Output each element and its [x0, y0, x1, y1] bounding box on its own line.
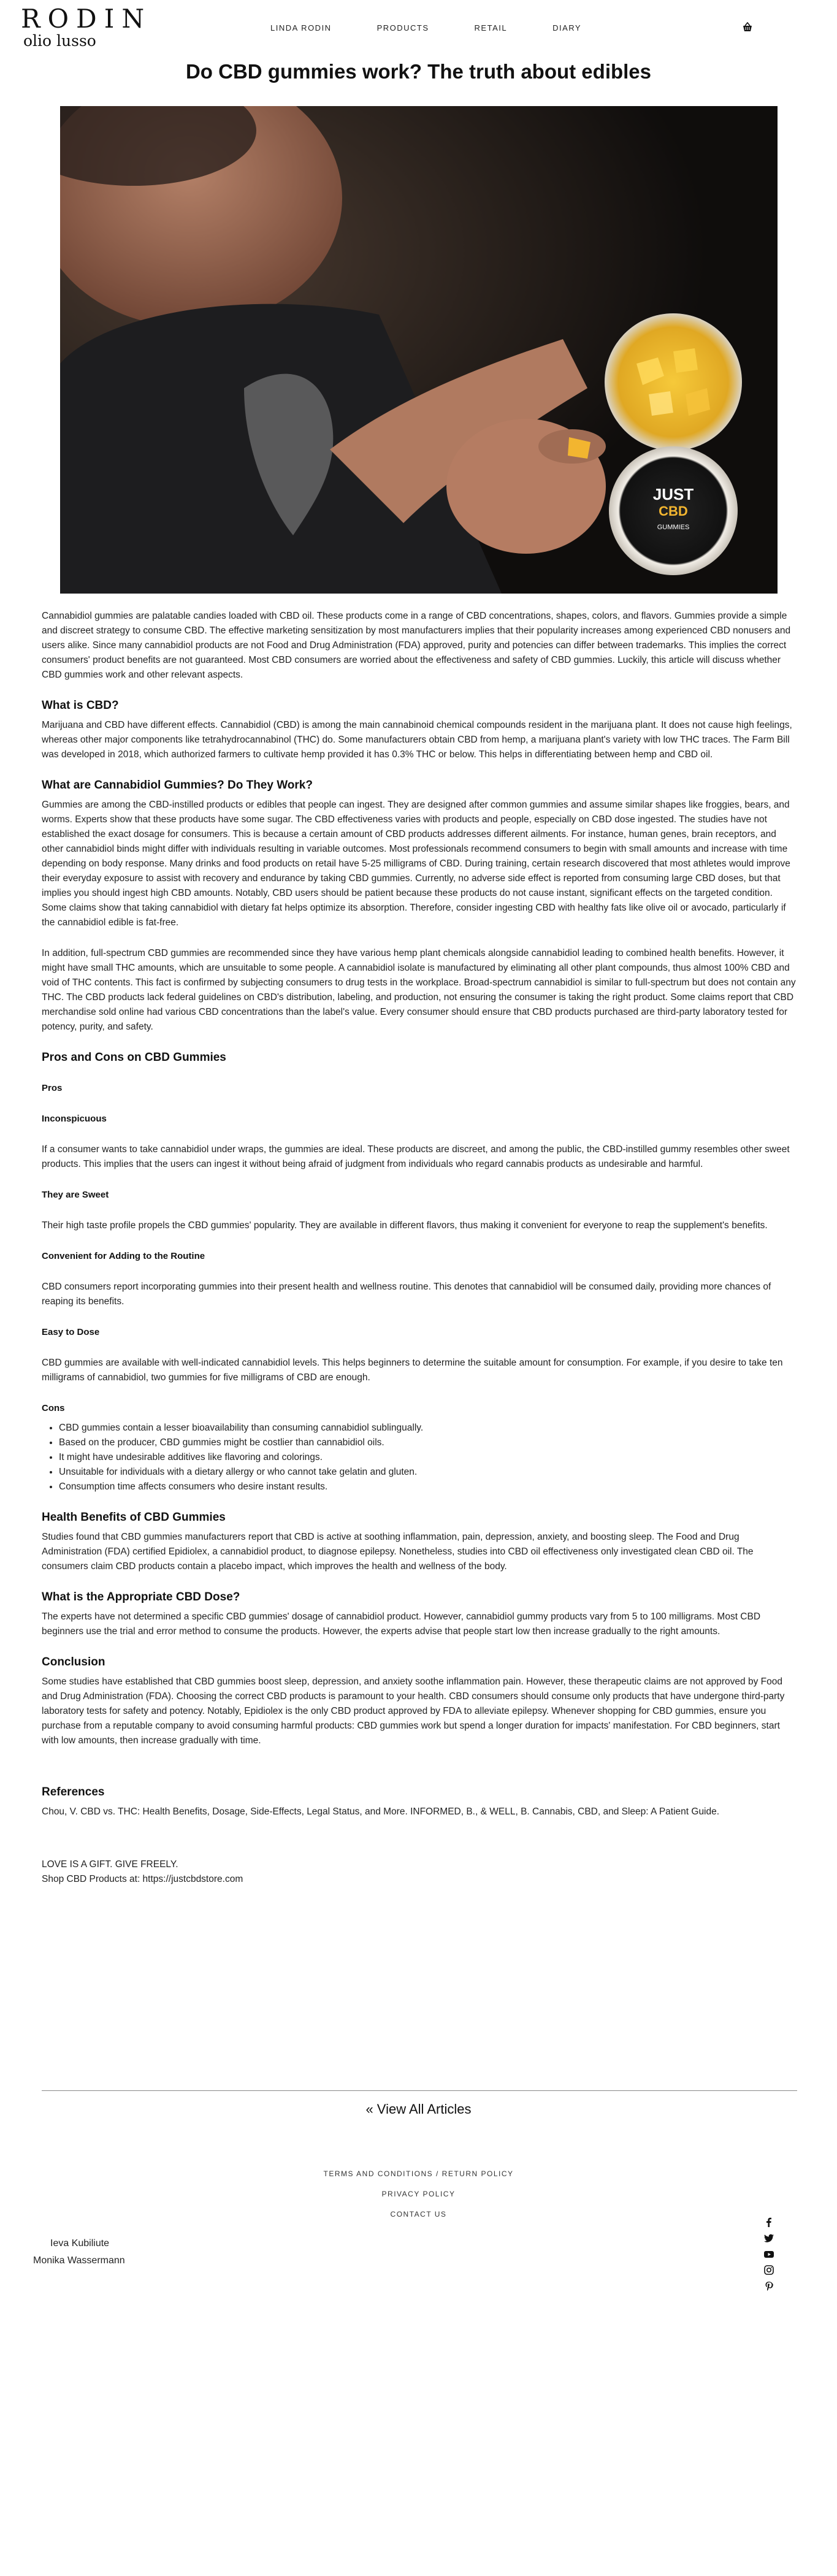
- heading-dose: What is the Appropriate CBD Dose?: [42, 1591, 240, 1603]
- nav-item-products[interactable]: PRODUCTS: [376, 23, 429, 32]
- social-links: [764, 2217, 776, 2297]
- pinterest-icon[interactable]: [764, 2281, 775, 2297]
- site-header: [0, 0, 837, 55]
- dose-paragraph: The experts have not determined a specific CBD gummies' dosage of cannabidiol product. However, cannabidiol gummy products vary from 5 to 100 milligrams. Most CBD beginners use the trial and error method to consume the products. However, the experts advise that people start low then increase gradually to the right amounts.: [42, 1611, 761, 1637]
- pro-body-sweet: Their high taste profile propels the CBD gummies' popularity. They are available in different flavors, thus making it convenient for everyone to reap the supplement's benefits.: [42, 1220, 768, 1231]
- signoff-line-2: Shop CBD Products at: https://justcbdstore.com: [42, 1874, 243, 1884]
- youtube-icon[interactable]: [764, 2249, 775, 2265]
- list-item: • CBD gummies contain a lesser bioavailability than consuming cannabidiol sublingually.: [59, 1421, 797, 1435]
- footer-authors: [33, 2235, 125, 2269]
- intro-paragraph: Cannabidiol gummies are palatable candies loaded with CBD oil. These products come in a range of CBD concentrations, shapes, colors, and flavors. Gummies provide a simple and discreet strategy to consume CBD. The effective marketing sensitization by most manufacturers implies that their popularity increases among experienced CBD nonusers and users alike. Since many cannabidiol products are not Food and Drug Administration (FDA) approved, purity and potencies can differ between trademarks. This implies the correct consumers' product benefits are not guaranteed. Most CBD consumers are worried about the effectiveness and safety of CBD gummies. Luckily, this article will discuss whether CBD gummies work and other relevant aspects.: [42, 611, 791, 680]
- conclusion-paragraph: Some studies have established that CBD gummies boost sleep, depression, and anxiety soothe inflammation pain. However, these therapeutic claims are not approved by Food and Drug Administration (FDA). Choosing the correct CBD products is paramount to your health. CBD consumers should consume only products that have undergone third-party laboratory tests for safety and potency. Notably, Epidiolex is the only CBD product approved by FDA to alleviate epilepsy. Whenever shopping for CBD gummies, ensure you purchase from a reputable company to avoid consuming harmful products: CBD gummies work but spend a longer duration for impacts' manifestation. For CBD beginners, start with low amounts, then increase gradually with time.: [42, 1676, 785, 1746]
- cons-label: Cons: [42, 1403, 65, 1413]
- pro-title-sweet: They are Sweet: [42, 1190, 109, 1200]
- list-item: • Unsuitable for individuals with a dietary allergy or who cannot take gelatin and gluten.: [59, 1465, 797, 1480]
- signoff-line-1: LOVE IS A GIFT. GIVE FREELY.: [42, 1859, 178, 1870]
- footer-link-privacy[interactable]: PRIVACY POLICY: [381, 2190, 456, 2198]
- facebook-icon[interactable]: [764, 2217, 775, 2233]
- heading-pros-cons: Pros and Cons on CBD Gummies: [42, 1051, 226, 1064]
- heading-what-is-cbd: What is CBD?: [42, 699, 119, 712]
- logo-main-text: RODIN: [21, 4, 152, 34]
- list-item: • It might have undesirable additives like flavoring and colorings.: [59, 1450, 797, 1465]
- back-arrow-icon: «: [365, 2101, 373, 2117]
- nav-item-diary[interactable]: DIARY: [552, 23, 582, 32]
- footer-links: [0, 2169, 837, 2230]
- pro-title-inconspicuous: Inconspicuous: [42, 1114, 107, 1124]
- nav-item-retail[interactable]: RETAIL: [474, 23, 508, 32]
- page-title: Do CBD gummies work? The truth about edibles: [185, 60, 652, 83]
- author-name: Monika Wassermann: [33, 2255, 125, 2266]
- instagram-icon[interactable]: [764, 2265, 775, 2281]
- pro-title-easy-dose: Easy to Dose: [42, 1327, 100, 1337]
- author-name: Ieva Kubiliute: [50, 2238, 110, 2249]
- pro-body-routine: CBD consumers report incorporating gummies into their present health and wellness routine. This denotes that cannabidiol will be consumed daily, providing more chances of reaping its benefits.: [42, 1282, 771, 1307]
- brand-logo[interactable]: [21, 5, 151, 49]
- gummies-paragraph-2: In addition, full-spectrum CBD gummies are recommended since they have various hemp plant chemicals alongside cannabidiol leading to combined health benefits. However, it might have small THC amounts, which are unsuitable to some people. A cannabidiol isolate is manufactured by eliminating all other plant compounds, thus almost 100% CBD and void of THC contents. This fact is confirmed by subjecting consumers to drug tests in the workplace. Broad-spectrum cannabidiol is similar to full-spectrum but does not contain any THC. The CBD products lack federal guidelines on CBD's distribution, labeling, and production, not ensuring the consumer is taking the right product. Some claims report that CBD merchandise sold online had various CBD concentrations than the label's value. Every consumer should ensure that CBD products purchased are third-party laboratory tested for potency, purity, and safety.: [42, 948, 796, 1032]
- jar-label-top: JUST: [652, 485, 694, 503]
- pro-title-routine: Convenient for Adding to the Routine: [42, 1251, 205, 1261]
- cons-list: [42, 1421, 797, 1494]
- references-paragraph: Chou, V. CBD vs. THC: Health Benefits, Dosage, Side-Effects, Legal Status, and More. INFORMED, B., & WELL, B. Cannabis, CBD, and Sleep: A Patient Guide.: [42, 1806, 720, 1817]
- footer-link-contact[interactable]: CONTACT US: [390, 2210, 447, 2219]
- list-item: • Based on the producer, CBD gummies might be costlier than cannabidiol oils.: [59, 1435, 797, 1450]
- what-is-cbd-paragraph: Marijuana and CBD have different effects. Cannabidiol (CBD) is among the main cannabinoid chemical compounds resident in the marijuana plant. It does not cause high feelings, whereas other major components like tetrahydrocannabinol (THC) do. Some manufacturers obtain CBD from hemp, a marijuana plant's variety with low THC traces. The Farm Bill was developed in 2018, which authorized farmers to cultivate hemp provided it has 0.3% THC or below. This helps in differentiating between hemp and CBD oil.: [42, 720, 792, 760]
- heading-benefits: Health Benefits of CBD Gummies: [42, 1511, 226, 1524]
- jar-label-sub: GUMMIES: [657, 524, 690, 531]
- gummies-paragraph-1: Gummies are among the CBD-instilled products or edibles that people can ingest. They are designed after common gummies and assume similar shapes like froggies, bears, and worms. Experts show that these products have some sugar. The CBD effectiveness varies with products and people, especially on CBD dose ingested. The studies have not established the exact dosage for consumers. This is because a certain amount of CBD products addresses different ailments. For instance, human genes, brain receptors, and other cannabidiol binds might differ with individuals resulting in variable outcomes. Most professionals recommend consumers to begin with small amounts and increase with time depending on body response. Many drinks and food products on retail have 5-25 milligrams of CBD. During training, certain research discovered that most athletes would improve their everyday exposure to assist with recovery and endurance by taking CBD gummies. Currently, no adverse side effect is reported from consuming large CBD doses, but that implies you should ingest high CBD amounts. Notably, CBD users should be patient because these products do not cause instant, significant effects on the targeted condition. Some claims show that taking cannabidiol with dietary fat helps optimize its absorption. Therefore, consider ingesting CBD with healthy fats like olive oil or avocado, particularly if the cannabidiol edible is fat-free.: [42, 800, 790, 928]
- shopping-basket-icon[interactable]: [742, 22, 753, 33]
- heading-conclusion: Conclusion: [42, 1656, 105, 1668]
- view-all-articles-link[interactable]: [0, 2101, 837, 2117]
- divider: [42, 2090, 797, 2091]
- hero-image: [60, 106, 778, 594]
- logo-sub-text: olio lusso: [23, 32, 96, 50]
- pro-body-easy-dose: CBD gummies are available with well-indicated cannabidiol levels. This helps beginners to determine the suitable amount for consumption. For example, if you desire to take ten milligrams of cannabidiol, two gummies for five milligrams of CBD are enough.: [42, 1358, 783, 1383]
- list-item: • Consumption time affects consumers who desire instant results.: [59, 1480, 797, 1494]
- twitter-icon[interactable]: [764, 2233, 775, 2249]
- benefits-paragraph: Studies found that CBD gummies manufacturers report that CBD is active at soothing inflammation, pain, depression, anxiety, and boosting sleep. The Food and Drug Administration (FDA) certified Epidiolex, a cannabidiol product, to diagnose epilepsy. Nonetheless, studies into CBD oil effectiveness only investigated clean CBD oil. The consumers claim CBD products contain a placebo impact, which improves the health and wellness of the body.: [42, 1532, 754, 1572]
- article-body: [42, 609, 797, 1887]
- heading-gummies: What are Cannabidiol Gummies? Do They Work?: [42, 779, 313, 792]
- jar-label-mid: CBD: [659, 503, 688, 519]
- pros-label: Pros: [42, 1083, 63, 1093]
- nav-item-linda-rodin[interactable]: LINDA RODIN: [270, 23, 332, 32]
- view-all-label: View All Articles: [376, 2101, 472, 2117]
- heading-references: References: [42, 1786, 105, 1798]
- pro-body-inconspicuous: If a consumer wants to take cannabidiol under wraps, the gummies are ideal. These products are discreet, and among the public, the CBD-instilled gummy resembles other sweet products. This implies that the users can ingest it without being afraid of judgment from individuals who regard cannabis products as undesirable and harmful.: [42, 1144, 790, 1169]
- footer-link-terms[interactable]: TERMS AND CONDITIONS / RETURN POLICY: [323, 2169, 514, 2178]
- main-nav: [270, 23, 627, 32]
